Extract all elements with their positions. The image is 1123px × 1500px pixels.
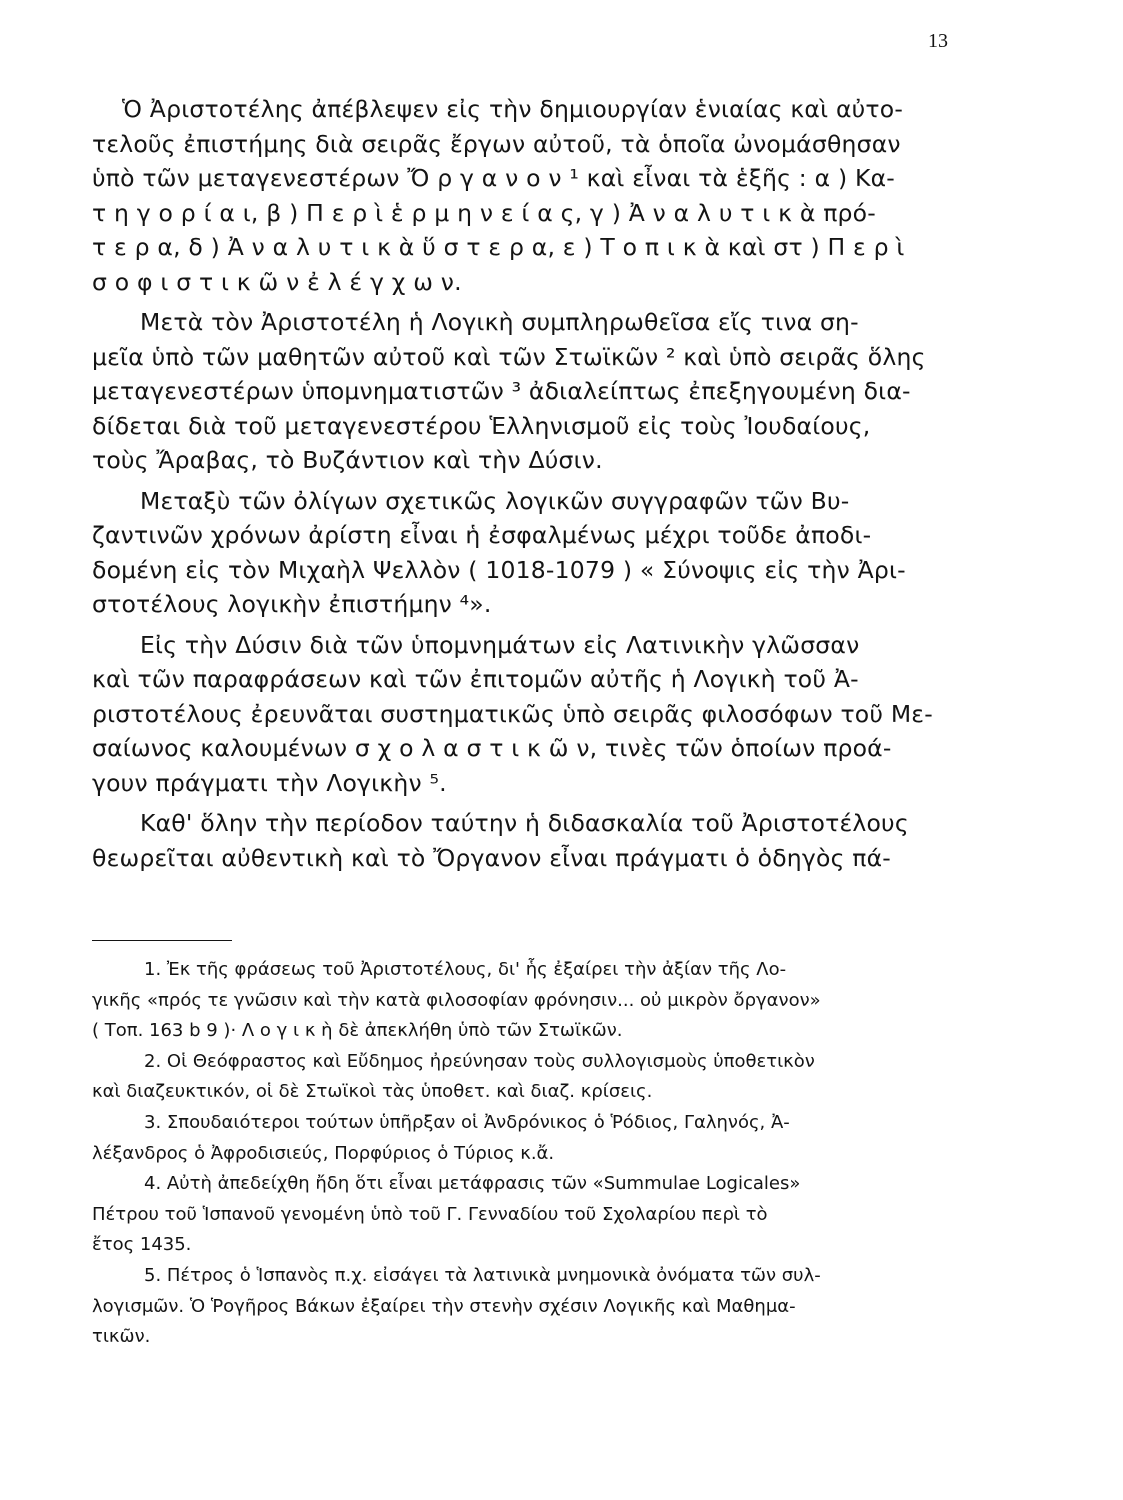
text-line: τοὺς Ἄραβας, τὸ Βυζάντιον καὶ τὴν Δύσιν.	[92, 446, 603, 474]
footnote-line: 3. Σπουδαιότεροι τούτων ὑπῆρξαν οἱ Ἀνδρόνικος ὁ Ῥόδιος, Γαληνός, Ἀ-	[144, 1111, 790, 1133]
text-line: ριστοτέλους ἐρευνᾶται συστηματικῶς ὑπὸ σειρᾶς φιλοσόφων τοῦ Με-	[92, 699, 933, 728]
footnote-line: ( Τοπ. 163 b 9 )· Λ ο γ ι κ ὴ δὲ ἀπεκλήθη ὑπὸ τῶν Στωϊκῶν.	[92, 1020, 623, 1042]
footnote-line: γικῆς «πρός τε γνῶσιν καὶ τὴν κατὰ φιλοσοφίαν φρόνησιν... οὐ μικρὸν ὄργανον»	[92, 989, 821, 1011]
footnote-line: 5. Πέτρος ὁ Ἱσπανὸς π.χ. εἰσάγει τὰ λατινικὰ μνημονικὰ ὀνόματα τῶν συλ-	[144, 1264, 821, 1286]
text-line: Μετὰ τὸν Ἀριστοτέλη ἡ Λογικὴ συμπληρωθεῖσα εἴς τινα ση-	[140, 308, 859, 336]
footnote-separator	[92, 940, 232, 941]
footnote-line: λέξανδρος ὁ Ἀφροδισιεύς, Πορφύριος ὁ Τύριος κ.ἄ.	[92, 1142, 555, 1164]
footnote-line: Πέτρου τοῦ Ἱσπανοῦ γενομένη ὑπὸ τοῦ Γ. Γενναδίου τοῦ Σχολαρίου περὶ τὸ	[92, 1203, 768, 1225]
text-line: μεταγενεστέρων ὑπομνηματιστῶν ³ ἀδιαλείπτως ἐπεξηγουμένη δια-	[92, 377, 911, 405]
footnote-line: τικῶν.	[92, 1326, 151, 1348]
text-line: δίδεται διὰ τοῦ μεταγενεστέρου Ἑλληνισμοῦ εἰς τοὺς Ἰουδαίους,	[92, 411, 871, 440]
footnotes	[92, 955, 972, 1353]
text-line: Εἰς τὴν Δύσιν διὰ τῶν ὑπομνημάτων εἰς Λατινικὴν γλῶσσαν	[140, 630, 860, 659]
footnote-line: ἔτος 1435.	[92, 1234, 192, 1256]
text-line: τ η γ ο ρ ί α ι, β ) Π ε ρ ὶ ἑ ρ μ η ν ε ί α ς, γ ) Ἀ ν α λ υ τ ι κ ὰ πρό-	[92, 198, 876, 227]
text-line: γουν πράγματι τὴν Λογικὴν ⁵.	[92, 768, 447, 797]
page-number: 13	[928, 30, 948, 52]
text-line: Ὁ Ἀριστοτέλης ἀπέβλεψεν εἰς τὴν δημιουργίαν ἑνιαίας καὶ αὐτο-	[122, 95, 904, 123]
text-line: Καθ' ὅλην τὴν περίοδον ταύτην ἡ διδασκαλία τοῦ Ἀριστοτέλους	[140, 809, 909, 837]
text-line: σαίωνος καλουμένων σ χ ο λ α σ τ ι κ ῶ ν, τινὲς τῶν ὁποίων προά-	[92, 734, 892, 762]
text-line: τελοῦς ἐπιστήμης διὰ σειρᾶς ἔργων αὐτοῦ, τὰ ὁποῖα ὠνομάσθησαν	[92, 129, 901, 158]
text-line: δομένη εἰς τὸν Μιχαὴλ Ψελλὸν ( 1018-1079 ) « Σύνοψις εἰς τὴν Ἀρι-	[92, 555, 906, 584]
footnote-line: 1. Ἐκ τῆς φράσεως τοῦ Ἀριστοτέλους, δι' ἧς ἐξαίρει τὴν ἀξίαν τῆς Λο-	[144, 959, 787, 980]
main-text	[92, 92, 962, 875]
text-line: σ ο φ ι σ τ ι κ ῶ ν ἐ λ έ γ χ ω ν.	[92, 267, 462, 296]
text-line: τ ε ρ α, δ ) Ἀ ν α λ υ τ ι κ ὰ ὕ σ τ ε ρ α, ε ) Τ ο π ι κ ὰ καὶ στ ) Π ε ρ ὶ	[92, 233, 905, 261]
text-line: στοτέλους λογικὴν ἐπιστήμην ⁴».	[92, 590, 492, 618]
text-line: μεῖα ὑπὸ τῶν μαθητῶν αὐτοῦ καὶ τῶν Στωϊκῶν ² καὶ ὑπὸ σειρᾶς ὅλης	[92, 342, 926, 371]
text-line: ὑπὸ τῶν μεταγενεστέρων Ὄ ρ γ α ν ο ν ¹ καὶ εἶναι τὰ ἑξῆς : α ) Κα-	[92, 164, 895, 192]
text-line: Μεταξὺ τῶν ὀλίγων σχετικῶς λογικῶν συγγραφῶν τῶν Βυ-	[140, 486, 850, 515]
footnote-line: 2. Οἱ Θεόφραστος καὶ Εὔδημος ἠρεύνησαν τοὺς συλλογισμοὺς ὑποθετικὸν	[144, 1050, 815, 1072]
text-line: καὶ τῶν παραφράσεων καὶ τῶν ἐπιτομῶν αὐτῆς ἡ Λογικὴ τοῦ Ἀ-	[92, 665, 859, 693]
footnote-line: 4. Αὐτὴ ἀπεδείχθη ἤδη ὅτι εἶναι μετάφρασις τῶν «Summulae Logicales»	[144, 1173, 801, 1195]
footnote-line: καὶ διαζευκτικόν, οἱ δὲ Στωϊκοὶ τὰς ὑποθετ. καὶ διαζ. κρίσεις.	[92, 1081, 653, 1103]
text-line: θεωρεῖται αὐθεντικὴ καὶ τὸ Ὄργανον εἶναι πράγματι ὁ ὁδηγὸς πά-	[92, 843, 891, 872]
footnote-line: λογισμῶν. Ὁ Ῥογῆρος Βάκων ἐξαίρει τὴν στενὴν σχέσιν Λογικῆς καὶ Μαθημα-	[92, 1295, 796, 1317]
text-line: ζαντινῶν χρόνων ἀρίστη εἶναι ἡ ἐσφαλμένως μέχρι τοῦδε ἀποδι-	[92, 521, 872, 549]
